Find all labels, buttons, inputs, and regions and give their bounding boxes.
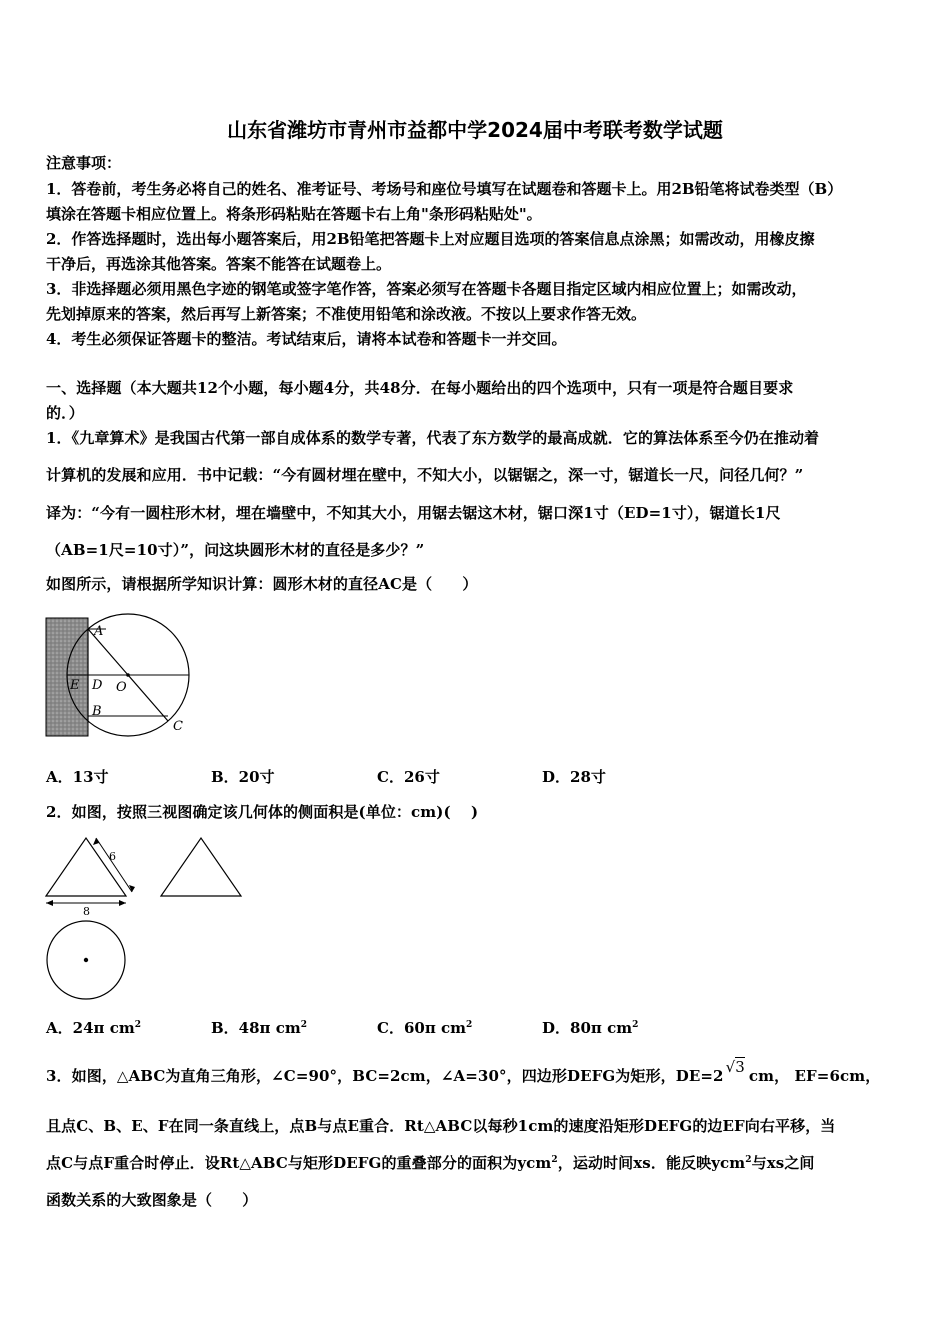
question-text: 计算机的发展和应用．书中记载：“今有圆材埋在壁中，不知大小，以锯锯之，深一寸，锯道长一尺，问径几何？” <box>46 466 804 484</box>
choice-a[interactable]: A．13寸 <box>46 768 109 786</box>
label-b: B <box>92 704 102 719</box>
choice-b[interactable]: B．20寸 <box>211 768 275 786</box>
notice-heading: 注意事项： <box>46 154 122 172</box>
notice-line: 4．考生必须保证答题卡的整洁。考试结束后，请将本试卷和答题卡一并交回。 <box>46 330 567 348</box>
question-text: 函数关系的大致图象是（ ） <box>46 1191 258 1209</box>
label-d: D <box>92 678 103 693</box>
notice-line: 先划掉原来的答案，然后再写上新答案；不准使用铅笔和涂改液。不按以上要求作答无效。 <box>46 305 647 323</box>
question-text: 且点C、B、E、F在同一条直线上，点B与点E重合．Rt△ABC以每秒1cm的速度沿矩形DEFG的边EF向右平移，当 <box>46 1117 836 1135</box>
side-view-triangle <box>161 838 241 896</box>
page-title: 山东省潍坊市青州市益都中学2024届中考联考数学试题 <box>227 118 723 142</box>
label-e: E <box>70 678 80 693</box>
question-text: 1．《九章算术》是我国古代第一部自成体系的数学专著，代表了东方数学的最高成就．它的算法体系至今仍在推动着 <box>46 429 820 447</box>
choice-d[interactable]: D．80π $cm^2$ <box>542 1019 639 1037</box>
section-heading-cont: 的．） <box>46 404 84 422</box>
three-view-figure <box>40 832 250 1007</box>
label-c: C <box>173 719 183 734</box>
top-view-center <box>84 958 88 962</box>
arrow-head <box>93 838 99 845</box>
question-text: （AB=1尺=10寸）”，问这块圆形木材的直径是多少？” <box>46 541 425 559</box>
arrow-head <box>119 900 126 906</box>
section-heading: 一、选择题（本大题共12个小题，每小题4分，共48分．在每小题给出的四个选项中，只有一项是符合题目要求 <box>46 379 794 397</box>
question-text: 如图所示，请根据所学知识计算：圆形木材的直径AC是（ ） <box>46 575 478 593</box>
slant-label: 6 <box>109 850 116 863</box>
question-text: 点C与点F重合时停止．设Rt△ABC与矩形DEFG的重叠部分的面积为ycm$^2$，运动时间xs．能反映ycm$^2$与xs之间 <box>46 1154 815 1172</box>
circle-wood-figure <box>40 608 200 740</box>
question-text: 3．如图，△ABC为直角三角形，∠C=90°，BC=2cm，∠A=30°，四边形DEFG为矩形，DE=2 √3 cm， EF=6cm， <box>46 1058 881 1085</box>
arrow-head <box>46 900 53 906</box>
question-text: 译为：“今有一圆柱形木材，埋在墙壁中，不知其大小，用锯去锯这木材，锯口深1寸（ED=1寸），锯道长1尺 <box>46 504 781 522</box>
choice-c[interactable]: C．60π $cm^2$ <box>377 1019 473 1037</box>
choice-d[interactable]: D．28寸 <box>542 768 606 786</box>
choice-c[interactable]: C．26寸 <box>377 768 440 786</box>
sqrt-expression: √3 <box>725 1058 745 1076</box>
notice-line: 2．作答选择题时，选出每小题答案后，用2B铅笔把答题卡上对应题目选项的答案信息点涂黑；如需改动，用橡皮擦 <box>46 230 815 248</box>
center-point <box>126 673 130 677</box>
notice-line: 填涂在答题卡相应位置上。将条形码粘贴在答题卡右上角"条形码粘贴处"。 <box>46 205 542 223</box>
notice-line: 1．答卷前，考生务必将自己的姓名、准考证号、考场号和座位号填写在试题卷和答题卡上。用2B铅笔将试卷类型（B） <box>46 180 843 198</box>
label-a: A <box>94 624 104 639</box>
front-view-triangle <box>46 838 126 896</box>
question-text: 2．如图，按照三视图确定该几何体的侧面积是(单位：cm)( ) <box>46 803 479 821</box>
base-label: 8 <box>83 905 90 918</box>
notice-line: 干净后，再选涂其他答案。答案不能答在试题卷上。 <box>46 255 392 273</box>
choice-b[interactable]: B．48π $cm^2$ <box>211 1019 308 1037</box>
slant-dimension-line <box>96 838 132 892</box>
label-o: O <box>116 680 127 695</box>
notice-line: 3．非选择题必须用黑色字迹的钢笔或签字笔作答，答案必须写在答题卡各题目指定区域内相应位置上；如需改动， <box>46 280 807 298</box>
choice-a[interactable]: A．24π $cm^2$ <box>46 1019 141 1037</box>
